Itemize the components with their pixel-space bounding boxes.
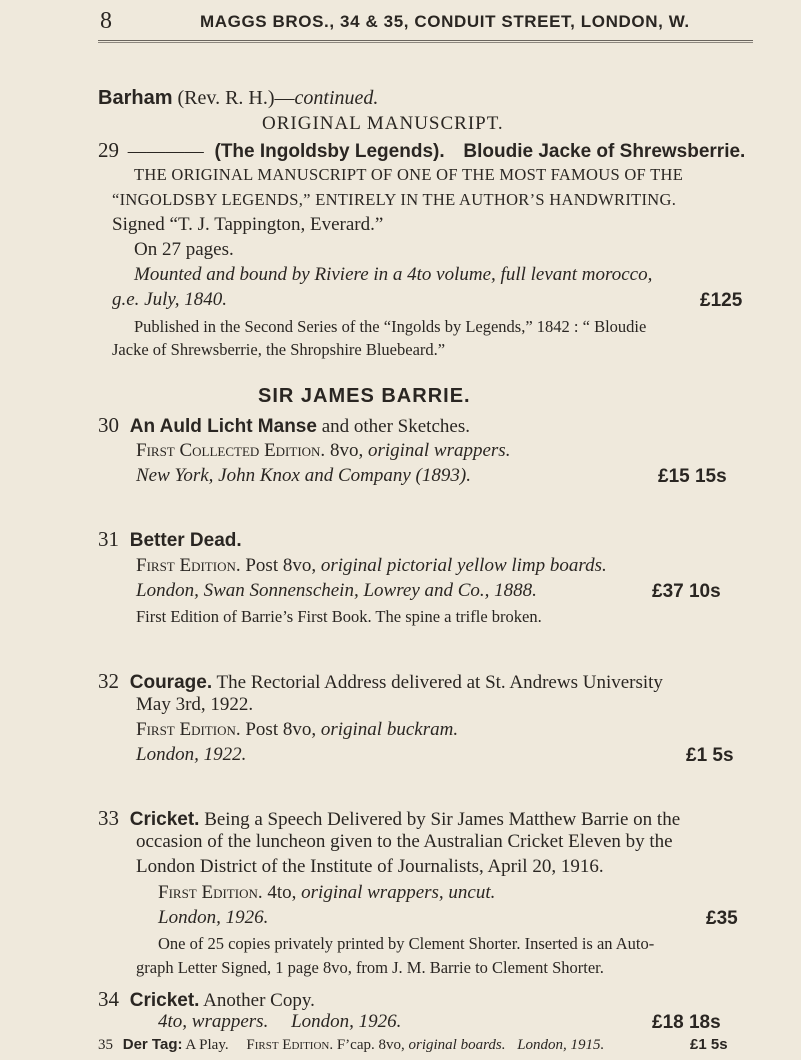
lot-29-heading: 29 ———— (The Ingoldsby Legends). Bloudie Jacke of Shrewsberrie. <box>98 138 746 162</box>
lot-33-heading: 33 Cricket. Being a Speech Delivered by Sir James Matthew Barrie on the <box>98 806 681 830</box>
lot-33-note: graph Letter Signed, 1 page 8vo, from J. M. Barrie to Clement Shorter. <box>136 958 604 977</box>
lot-number: 33 <box>98 806 119 830</box>
running-head: MAGGS BROS., 34 & 35, CONDUIT STREET, LONDON, W. <box>200 12 690 31</box>
lot-31-note: First Edition of Barrie’s First Book. The spine a trifle broken. <box>136 607 542 626</box>
lot-34-price: £18 18s <box>652 1012 721 1033</box>
lot-number: 34 <box>98 987 119 1011</box>
lot-32-line: May 3rd, 1922. <box>136 694 254 715</box>
page-header <box>0 0 801 34</box>
lot-35-heading: 35 Der Tag: A Play. First Edition. F’cap. 8vo, original boards. London, 1915. <box>98 1036 605 1053</box>
lot-33-edition: First Edition. 4to, original wrappers, uncut. <box>158 882 496 903</box>
lot-30-price: £15 15s <box>658 466 727 487</box>
lot-33-imprint: London, 1926. <box>158 907 269 928</box>
lot-33-note: One of 25 copies privately printed by Clement Shorter. Inserted is an Auto- <box>158 934 655 953</box>
lot-34-heading: 34 Cricket. Another Copy. <box>98 987 315 1011</box>
lot-29-binding: Mounted and bound by Riviere in a 4to volume, full levant morocco, <box>134 264 653 285</box>
lot-31-price: £37 10s <box>652 581 721 602</box>
lot-32-price: £1 5s <box>686 745 734 766</box>
lot-29-price: £125 <box>700 290 743 311</box>
lot-number: 30 <box>98 413 119 437</box>
lot-31-heading: 31 Better Dead. <box>98 527 242 551</box>
lot-33-line: London District of the Institute of Journalists, April 20, 1916. <box>136 856 604 877</box>
lot-number: 29 <box>98 138 119 162</box>
page-number: 8 <box>100 8 112 34</box>
lot-number: 32 <box>98 669 119 693</box>
lot-31-imprint: London, Swan Sonnenschein, Lowrey and Co., 1888. <box>136 580 537 601</box>
lot-29-line: On 27 pages. <box>134 239 234 260</box>
lot-30-edition: First Collected Edition. 8vo, original wrappers. <box>136 440 511 461</box>
lot-33-price: £35 <box>706 908 738 929</box>
header-rule <box>98 40 753 43</box>
lot-31-edition: First Edition. Post 8vo, original pictorial yellow limp boards. <box>136 555 607 576</box>
author-heading-barrie: SIR JAMES BARRIE. <box>258 385 471 407</box>
lot-33-line: occasion of the luncheon given to the Australian Cricket Eleven by the <box>136 831 673 852</box>
subheading-original-manuscript: ORIGINAL MANUSCRIPT. <box>262 113 504 134</box>
lot-29-line: THE ORIGINAL MANUSCRIPT OF ONE OF THE MOST FAMOUS OF THE <box>134 165 684 184</box>
lot-number: 35 <box>98 1037 113 1053</box>
author-heading-barham: Barham (Rev. R. H.)—continued. <box>98 87 379 109</box>
lot-30-heading: 30 An Auld Licht Manse and other Sketches. <box>98 413 470 437</box>
lot-29-note: Published in the Second Series of the “Ingolds by Legends,” 1842 : “ Bloudie <box>134 317 647 336</box>
lot-29-line: Signed “T. J. Tappington, Everard.” <box>112 214 384 235</box>
lot-number: 31 <box>98 527 119 551</box>
lot-32-edition: First Edition. Post 8vo, original buckram. <box>136 719 459 740</box>
lot-34-details: 4to, wrappers. London, 1926. <box>158 1011 402 1032</box>
lot-29-date: g.e. July, 1840. <box>112 289 228 310</box>
lot-35-price: £1 5s <box>690 1036 728 1053</box>
lot-29-line: “INGOLDSBY LEGENDS,” ENTIRELY IN THE AUTHOR’S HANDWRITING. <box>112 190 677 209</box>
lot-32-imprint: London, 1922. <box>136 744 247 765</box>
lot-30-imprint: New York, John Knox and Company (1893). <box>136 465 471 486</box>
lot-29-note: Jacke of Shrewsberrie, the Shropshire Bluebeard.” <box>112 340 446 359</box>
lot-32-heading: 32 Courage. The Rectorial Address delivered at St. Andrews University <box>98 669 663 693</box>
